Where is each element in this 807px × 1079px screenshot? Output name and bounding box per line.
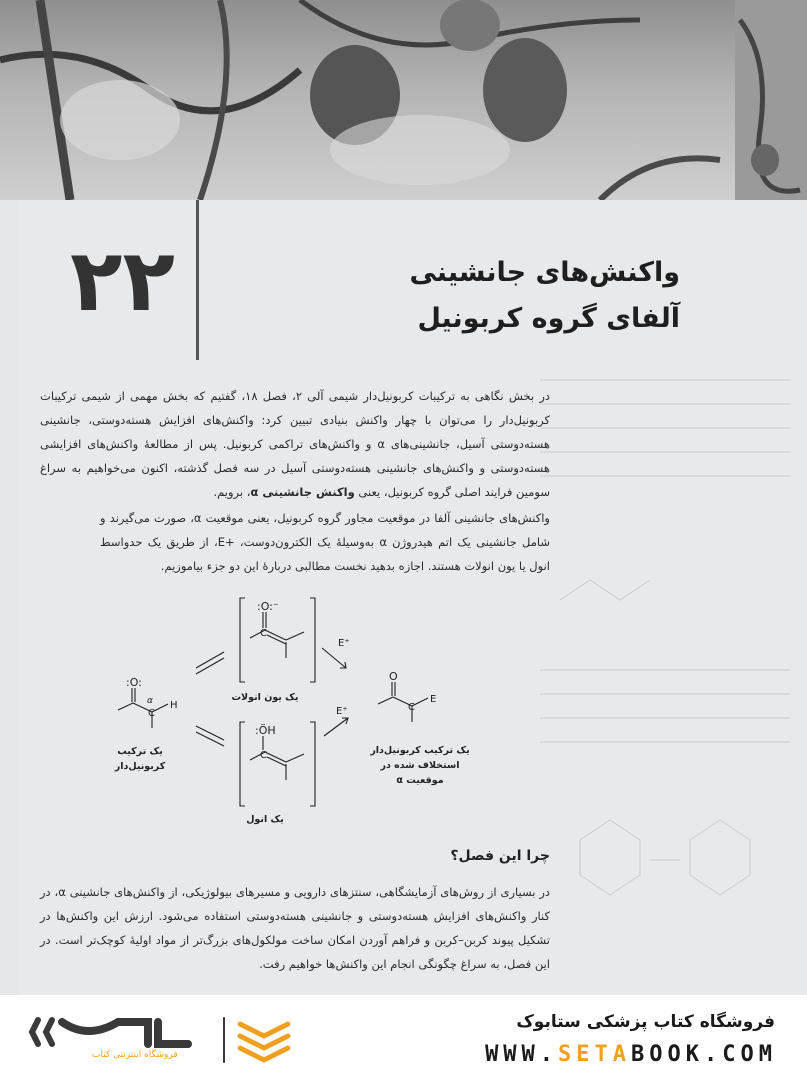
chapter-number: ۲۲ bbox=[70, 231, 175, 331]
chapter-title-line2: آلفای گروه کربونیل bbox=[417, 303, 680, 334]
store-name: فروشگاه کتاب پزشکی ستابوک bbox=[516, 1012, 775, 1032]
intro-p1-end: ، برویم. bbox=[213, 485, 251, 499]
label-product-line2: استخلاف شده در bbox=[380, 760, 460, 771]
label-substituted-product bbox=[355, 743, 485, 788]
label-product-line3: موقعیت α bbox=[396, 775, 444, 786]
website-accent: SETA bbox=[558, 1042, 632, 1067]
setabook-logo bbox=[28, 1010, 328, 1070]
label-product-line1: یک ترکیب کربونیل‌دار bbox=[370, 745, 470, 756]
electrophile-bottom-label: E⁺ bbox=[336, 706, 348, 717]
product-c-label: C bbox=[408, 702, 415, 713]
enolate-oxygen-label: :O:⁻ bbox=[257, 600, 279, 613]
carbonyl-h-label: H bbox=[170, 700, 178, 711]
electrophile-top-label: E⁺ bbox=[338, 638, 350, 649]
chapter-divider-line bbox=[196, 200, 199, 360]
section-paragraph: در بسیاری از روش‌های آزمایشگاهی، سنتزهای دارویی و مسیرهای بیولوژیکی، از واکنش‌های جانشینی α، در کنار واکنش‌های افزایش هسته‌دوستی و جانشینی هسته‌دوستی استفاده می‌شود. ارزش این واکنش‌ها در تشکیل پیوند کربن–کربن و فراهم آوردن امکان ساخت مولکول‌های بزرگ‌تر از مواد اولیهٔ کوچک‌تر است. در این فصل، به سراغ چگونگی انجام این واکنش‌ها خواهیم رفت. bbox=[40, 885, 550, 971]
label-enol: یک انول bbox=[246, 814, 284, 825]
product-e-label: E bbox=[430, 694, 437, 705]
banner-photo bbox=[0, 0, 807, 200]
label-enolate-ion: یک یون انولات bbox=[231, 692, 299, 703]
chapter-title-line1: واکنش‌های جانشینی bbox=[409, 257, 680, 288]
enol-oh-label: :ÖH bbox=[255, 724, 276, 737]
product-oxygen-label: O bbox=[389, 670, 398, 683]
intro-p1-bold: واکنش جانشینی α bbox=[250, 485, 355, 499]
chapter-title bbox=[380, 250, 680, 342]
carbonyl-c-label: C bbox=[148, 708, 155, 719]
reaction-scheme bbox=[100, 590, 540, 830]
label-carbonyl-line1: یک ترکیب bbox=[117, 746, 163, 757]
website-suffix: BOOK.COM bbox=[631, 1042, 777, 1067]
label-carbonyl-line2: کربونیل‌دار bbox=[114, 761, 166, 772]
website-prefix: WWW. bbox=[485, 1042, 559, 1067]
section-heading: چرا این فصل؟ bbox=[450, 848, 550, 864]
enol-c-label: C bbox=[260, 750, 267, 761]
intro-paragraph-2: واکنش‌های جانشینی آلفا در موقعیت مجاور گروه کربونیل، یعنی موقعیت α، صورت می‌گیرند و شامل جانشینی یک اتم هیدروژن α به‌وسیلهٔ یک الکترون‌دوست، +E، از طریق یک حدواسط انول یا یون انولات هستند. اجازه بدهید نخست مطالبی دربارهٔ این دو جزء بیاموزیم. bbox=[100, 511, 550, 573]
carbonyl-oxygen-label: :O: bbox=[126, 676, 142, 689]
intro-paragraph-1 bbox=[40, 384, 550, 504]
enolate-c-label: C bbox=[260, 628, 267, 639]
label-carbonyl-compound bbox=[100, 744, 180, 774]
website-url bbox=[485, 1042, 777, 1067]
logo-subtitle: فروشگاه اینترنتی کتاب bbox=[92, 1050, 178, 1060]
carbonyl-alpha-label: α bbox=[147, 696, 153, 706]
intro-p1-text: در بخش نگاهی به ترکیبات کربونیل‌دار شیمی آلی ۲، فصل ۱۸، گفتیم که بخش مهمی از شیمی ترکیبات کربونیل‌دار را می‌توان با چهار واکنش بنیادی تبیین کرد: واکنش‌های افزایش هسته‌دوستی، جانشینی هسته‌دوستی آسیل، جانشینی‌های α و واکنش‌های تراکمی کربونیل. پس از مطالعهٔ واکنش‌های افزایشی هسته‌دوستی و واکنش‌های جانشینی هسته‌دوستی آسیل در سه فصل گذشته، اکنون می‌خواهیم به سراغ سومین فرایند اصلی گروه کربونیل، یعنی bbox=[40, 389, 551, 499]
bleed-through-artwork bbox=[520, 370, 800, 970]
